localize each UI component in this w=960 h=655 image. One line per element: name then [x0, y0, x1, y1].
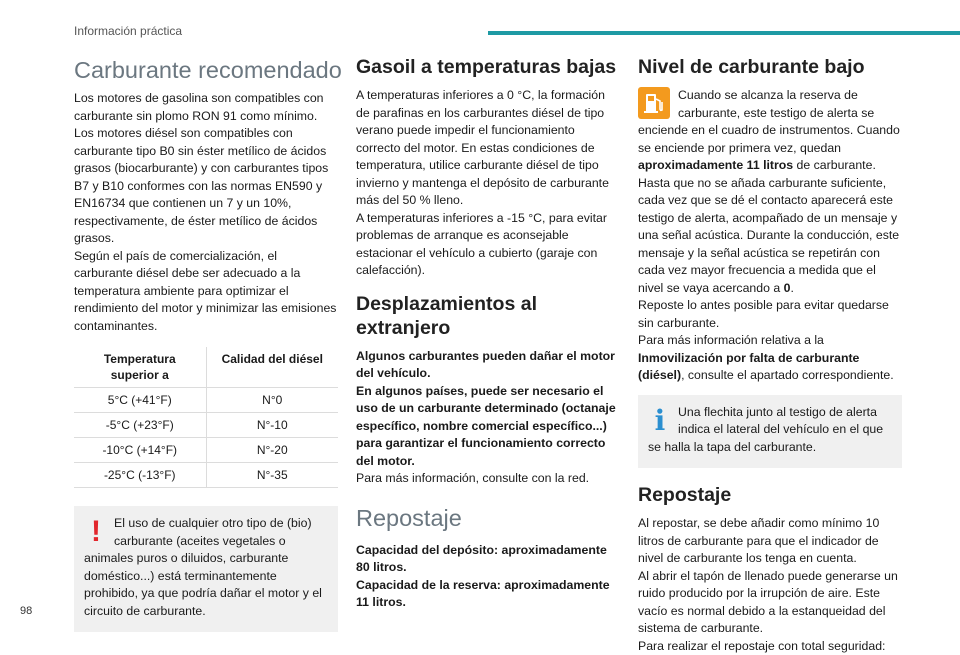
bold-paragraph: Capacidad del depósito: aproximadamente 80 litros.	[356, 542, 620, 577]
text: Hasta que no se añada carburante suficiente, cada vez que se dé el contacto aparecerá este testigo de alerta, acompañado de un mensaje y una señal acústica. Durante la conducción, este mensaje y la señal acústica se repetirán con cada vez mayor frecuencia a medida que el nivel se vaya acercando a	[638, 176, 899, 295]
paragraph	[638, 87, 902, 175]
bold-paragraph: En algunos países, puede ser necesario el uso de un carburante determinado (octanaje específico, nombre comercial específico...) para garantizar el funcionamiento correcto del motor.	[356, 383, 620, 471]
section-header: Información práctica	[74, 24, 182, 38]
table-row	[74, 413, 338, 438]
paragraph	[638, 175, 902, 298]
title-desplazamientos-extranjero: Desplazamientos al extranjero	[356, 292, 620, 340]
warning-text: El uso de cualquier otro tipo de (bio) carburante (aceites vegetales o animales puros o diluidos, carburante doméstico...) está terminantemente prohibido, ya que podría dañar el motor y el circuito de carburante.	[84, 516, 322, 618]
text: .	[790, 281, 793, 295]
table-cell: -25°C (-13°F)	[74, 463, 206, 488]
fuel-pump-icon	[638, 87, 672, 121]
text-bold: aproximadamente 11 litros	[638, 158, 793, 172]
text-bold: Inmovilización por falta de carburante (diésel)	[638, 351, 859, 383]
paragraph: Al abrir el tapón de llenado puede generarse un ruido producido por la irrupción de aire. Este vacío es normal debido a la estanqueidad del sistema de carburante.	[638, 568, 902, 638]
text: de carburante.	[793, 158, 876, 172]
table-header-cell: Temperatura superior a	[74, 347, 206, 388]
paragraph: Los motores de gasolina son compatibles con carburante sin plomo RON 91 como mínimo.	[74, 90, 338, 125]
table-cell: N°0	[206, 388, 338, 413]
text: Cuando se alcanza la reserva de carburante, este testigo de alerta se enciende en el cuadro de instrumentos. Cuando se enciende por primera vez, quedan	[638, 88, 900, 155]
table-row	[74, 463, 338, 488]
paragraph: A temperaturas inferiores a 0 °C, la formación de parafinas en los carburantes diésel de tipo verano puede impedir el funcionamiento correcto del motor. En estas condiciones de temperatura, utilice carburante diésel de tipo invierno y mantenga el depósito de carburante más del 50 % lleno.	[356, 87, 620, 210]
info-icon: i	[648, 404, 672, 438]
table-cell: -10°C (+14°F)	[74, 438, 206, 463]
table-row	[74, 438, 338, 463]
column-right	[638, 56, 902, 655]
table-cell: -5°C (+23°F)	[74, 413, 206, 438]
text: Para más información relativa a la	[638, 333, 824, 347]
bold-paragraph: Capacidad de la reserva: aproximadamente 11 litros.	[356, 577, 620, 612]
table-cell: N°-20	[206, 438, 338, 463]
title-repostaje: Repostaje	[638, 484, 902, 507]
paragraph: Para realizar el repostaje con total seguridad:	[638, 638, 902, 655]
table-cell: 5°C (+41°F)	[74, 388, 206, 413]
column-middle	[356, 56, 620, 612]
info-note	[638, 395, 902, 469]
page-number: 98	[20, 605, 32, 617]
text: , consulte el apartado correspondiente.	[681, 368, 894, 382]
paragraph	[638, 332, 902, 385]
diesel-temperature-table	[74, 347, 338, 488]
table-cell: N°-10	[206, 413, 338, 438]
column-left	[74, 56, 338, 632]
paragraph: Los motores diésel son compatibles con carburante tipo B0 sin éster metílico de ácidos grasos (biocarburante) y con carburantes tipos B7 y B10 conformes con las normas EN590 y EN16734 que contienen un 7 y un 10%, respectivamente, de éster metílico de ácidos grasos.	[74, 125, 338, 248]
title-nivel-carburante-bajo: Nivel de carburante bajo	[638, 56, 902, 79]
bold-paragraph: Algunos carburantes pueden dañar el motor del vehículo.	[356, 348, 620, 383]
exclamation-warning-icon: !	[84, 515, 108, 549]
paragraph: Reposte lo antes posible para evitar quedarse sin carburante.	[638, 297, 902, 332]
title-carburante-recomendado: Carburante recomendado	[74, 56, 338, 84]
table-row	[74, 388, 338, 413]
warning-note	[74, 506, 338, 632]
title-repostaje-capacidad: Repostaje	[356, 504, 620, 532]
paragraph: Para más información, consulte con la red.	[356, 470, 620, 488]
table-header-cell: Calidad del diésel	[206, 347, 338, 388]
text-bold: 0	[784, 281, 791, 295]
header-accent-bar	[488, 31, 960, 35]
table-header-row	[74, 347, 338, 388]
paragraph: A temperaturas inferiores a -15 °C, para evitar problemas de arranque es aconsejable estacionar el vehículo a cubierto (garaje con calefacción).	[356, 210, 620, 280]
title-gasoil-temperaturas-bajas: Gasoil a temperaturas bajas	[356, 56, 620, 79]
paragraph: Al repostar, se debe añadir como mínimo 10 litros de carburante para que el indicador de nivel de carburante los tenga en cuenta.	[638, 515, 902, 568]
info-text: Una flechita junto al testigo de alerta indica el lateral del vehículo en el que se halla la tapa del carburante.	[648, 405, 883, 454]
paragraph: Según el país de comercialización, el carburante diésel debe ser adecuado a la temperatura ambiente para optimizar el rendimiento del motor y minimizar las emisiones contaminantes.	[74, 248, 338, 336]
table-cell: N°-35	[206, 463, 338, 488]
